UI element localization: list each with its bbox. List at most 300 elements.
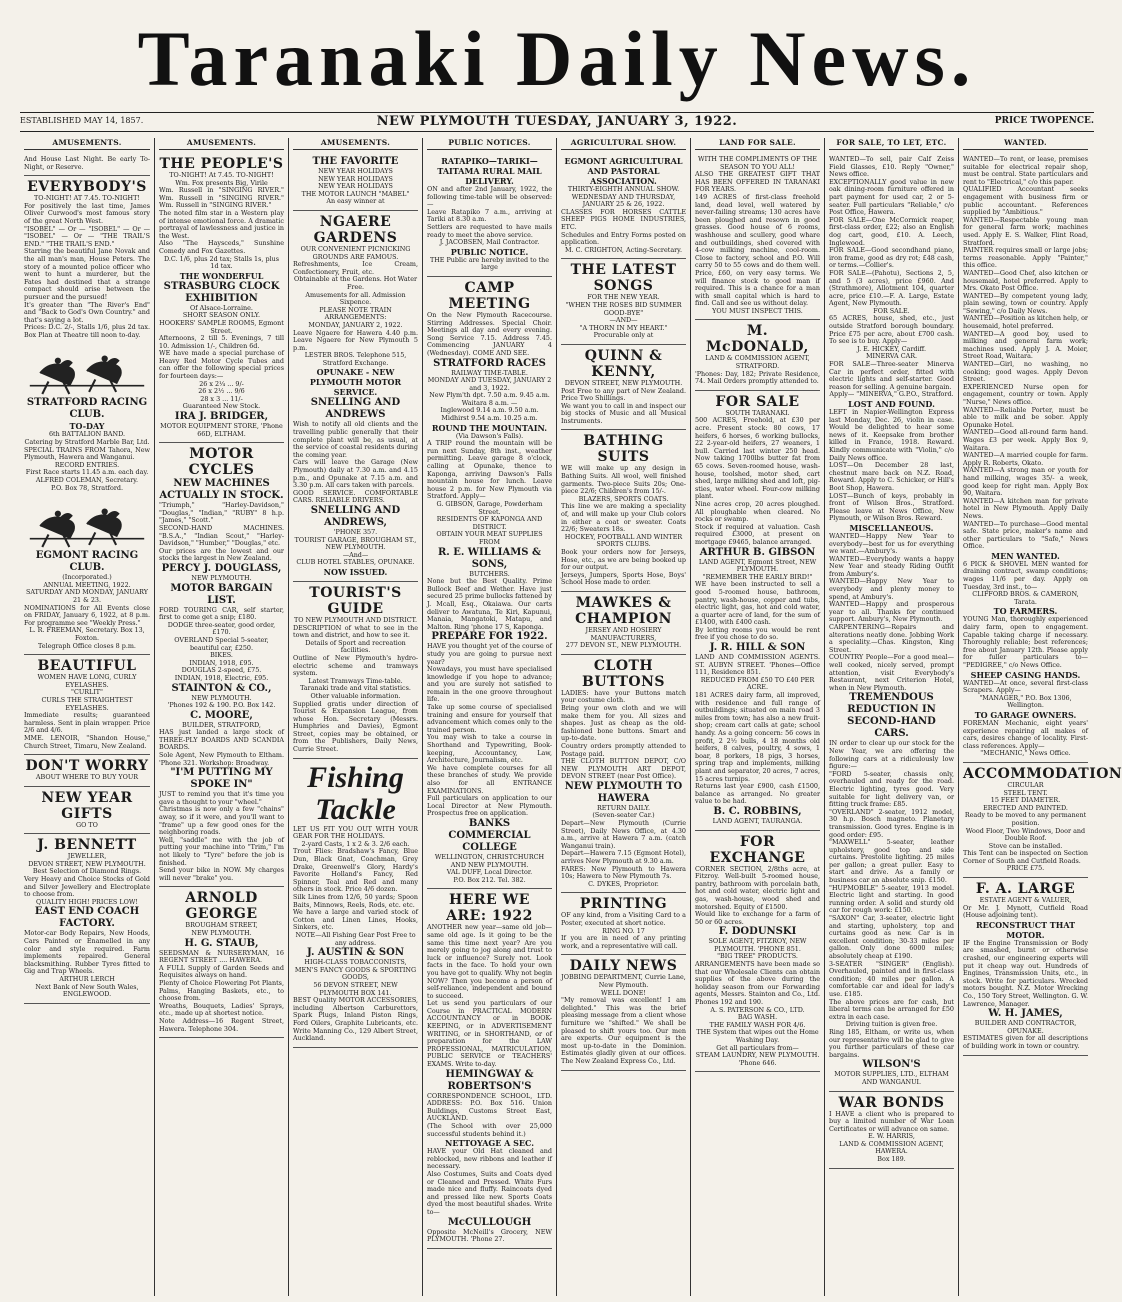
ad-text: P.O. Box 212. Tel. 382. xyxy=(453,875,526,884)
ad-text: We want you to call in and inspect our big stocks of Music and all Musical Instruments. xyxy=(561,401,686,425)
ad-text: CARPENTERING—Repairs and alterations neatly done. Jobbing Work a speciality.—Chas. Kingston, King Street. xyxy=(829,623,954,654)
ad-text: THE FAMILY WASH FOR 4/6. xyxy=(709,1020,806,1029)
ad-text: THE System that wipes out the Home Washing Day. xyxy=(696,1028,819,1044)
ad-text: WANTED—A married couple for farm. Apply R. Roberts, Okato. xyxy=(963,451,1088,467)
ad-text: 56 DEVON STREET, NEW PLYMOUTH BOX 141. xyxy=(313,980,398,997)
advertisement xyxy=(561,955,686,1070)
ad-text: ANOTHER new year—same old job—same old age. Is it going to be the same this time next year? Are you merely going to jog along and trust to luck or influence? Surely not. Look facts in the face. To hold your own you have got to qualify. Why not begin NOW? Then you become a person of self-reliance, independent and bound to succeed. xyxy=(427,923,552,1000)
ad-text: TO-NIGHT! AT 7.45. TO-NIGHT! xyxy=(34,194,140,203)
ad-text: FOREMAN Mechanic, eight years' experience repairing all makes of cars, desires change of locality. First-class references. Apply— xyxy=(963,718,1088,750)
ad-text: A. S. PATERSON & CO., LTD. xyxy=(710,1005,805,1014)
ad-text: Refreshments, Ice Cream, Confectionery, Fruit, etc. xyxy=(293,260,418,276)
ad-text: NEW PLYMOUTH. xyxy=(191,693,252,702)
advertisement xyxy=(561,592,686,655)
ad-text: Silk Lines from 12/6, 50 yards; Spoon Baits, Minnows, Reels, Rods, etc. etc. xyxy=(293,893,418,909)
ad-text: Leave Ngaere for Hawera 4.40 p.m. Leave Ngaere for New Plymouth 5 p.m. xyxy=(293,328,418,352)
ad-text: We have complete courses for all these branches of study. We provide also for all ENTRANCE EXAMINATIONS. xyxy=(427,763,552,795)
ad-text: The above prices are for cash, but liberal terms can be arranged for £50 extra in each case. xyxy=(829,997,954,1021)
ad-text: Wish to notify all old clients and the travelling public generally that their complete plant will be, as usual, at the service of coastal residents during the coming year. xyxy=(293,420,418,459)
ad-heading: HERE WE ARE: 1922 xyxy=(446,892,533,925)
ad-text: Waitara 8 a.m. — xyxy=(461,398,518,407)
ad-text: Taranaki trade and vital statistics. xyxy=(300,684,411,693)
ad-heading: ARTHUR B. GIBSON xyxy=(699,546,816,558)
column-7 xyxy=(824,138,958,1296)
ad-text: EXCEPTIONALLY good value in new oak dining-room furniture offered in part payment for used car, 2 or 5-seater. Full particulars "Reliable," c/o Post Office, Hawera. xyxy=(829,177,954,217)
ad-heading: SHEEP CASING HANDS. xyxy=(970,669,1081,680)
ad-text: Wood Floor, Two Windows, Door and Double Roof. xyxy=(965,826,1086,843)
ad-text: Nowadays, you must have specialised knowledge if you hope to advance; and you are surely not satisfied to remain in the one groove throughout life. xyxy=(427,665,552,704)
ad-text: 26 x 2½ ... 9/6 xyxy=(198,387,245,396)
ad-heading: IRA J. BRIDGER, xyxy=(174,411,269,423)
ad-text: 149 ACRES of first-class freehold land, dead level, well watered by never-failing streams; 130 acres have been ploughed and resown in good grasses. Good house of 6 rooms, washhouse and scullery, good whare and outbuildings, shed covered with 4-cow milking machine, cool-room. Close to factory, school and P.O. Will carry 50 to 55 cows and do them well. Price, £60, on very easy terms. We will finance stock to good man if required. This is a chance for a man with small capital which is hard to find. Call and see us without delay. xyxy=(695,192,820,308)
advertisement xyxy=(24,834,150,1004)
ad-text: TO NEW PLYMOUTH AND DISTRICT. xyxy=(293,615,417,624)
ad-text: LOST—Bunch of keys, probably in front of Wilson Bros., Stratford. Please leave at News Office, New Plymouth, or Wilson Bros. Reward. xyxy=(829,491,954,523)
display-heading: Fishing Tackle xyxy=(307,760,404,826)
ad-text: Procurable only at xyxy=(593,331,654,340)
ad-text: 6 PICK & SHOVEL MEN wanted for draining contract, swamp conditions; wages 11/6 per day. Apply on Tuesday, 3rd inst., to— xyxy=(963,559,1088,591)
ad-text: —And— xyxy=(342,550,369,559)
ad-heading: F. A. LARGE xyxy=(975,881,1076,898)
ad-text: (Seven-seater Car.) xyxy=(592,811,655,820)
ad-text: Plenty of Choice Flowering Pot Plants, Palms, Hanging Baskets, etc., to choose from. xyxy=(159,978,284,1003)
column-header: LAND FOR SALE. xyxy=(695,138,820,150)
ad-text: SATURDAY AND MONDAY, JANUARY 21 & 23. xyxy=(26,588,148,604)
ad-text: RESIDENTS OF KAPONGA AND DISTRICT. xyxy=(436,515,543,531)
ad-heading: QUINN & KENNY, xyxy=(584,347,663,380)
ad-text: Take up some course of specialised training and ensure for yourself that advancement which comes only to the trained person. xyxy=(427,703,552,734)
ad-text: (Incorporated.) xyxy=(62,573,112,582)
ad-heading: TREMENDOUS REDUCTION IN SECOND-HAND CARS. xyxy=(847,692,936,740)
ad-text: On the New Plymouth Racecourse. Stirring Addresses. Special Choir. Meetings all day and every evening. Song Service 7.15. Address 7.45. Commencing JANUARY 4 (Wednesday). COME AND SEE. xyxy=(427,310,552,357)
ad-text: TOURIST GARAGE, BROUGHAM ST., NEW PLYMOUTH. xyxy=(294,535,417,552)
ad-text: Cars will leave the Garage (New Plymouth) daily at 7.30 a.m. and 4.15 p.m., and Opunake at 7.15 a.m. and 3.30 p.m. All cars taken with parcels. xyxy=(293,458,418,490)
ad-text: P.O. Box 78, Stratford. xyxy=(50,483,124,492)
ad-text: An easy winner at xyxy=(326,197,385,206)
ad-text: 'Phones: Day, 182; Private Residence, 74. Mail Orders promptly attended to. xyxy=(695,369,820,386)
advertisement xyxy=(427,153,552,277)
column-header: FOR SALE, TO LET, ETC. xyxy=(829,138,954,150)
ad-text: Send your bike in NOW. My charges will never "brake" you. xyxy=(159,866,284,882)
ad-text: Let us send you particulars of our Course in PRACTICAL MODERN ACCOUNTANCY or in BOOK-KEEPING, or in ADVERTISEMENT WRITING, or in SHORTHAND, or of preparation for the LAW PROFESSIONAL, MATRICULATION, PUBLIC SERVICE or TEACHERS' EXAMS. Write to-day. xyxy=(427,999,552,1069)
ad-text: SECOND-HAND MACHINES. "B.S.A.," "Indian Scout," "Harley-Davidson," "Humber," "Douglas," etc. xyxy=(159,524,284,548)
ad-text: "My removal was excellent! I am delighted." This was the brief pleasing message from a client whose furniture we "shifted." We shall be pleased to shift yours too. Our men are experts. Our equipment is the most up-to-date in the Dominion. Estimates gladly given at our offices. The New Zealand Express Co., Ltd. xyxy=(561,996,686,1065)
ad-text: STEAM LAUNDRY, NEW PLYMOUTH. 'Phone 646. xyxy=(695,1051,820,1067)
ad-text: SEEDSMAN & NURSERYMAN, 16 REGENT STREET .... HAWERA. xyxy=(159,948,284,965)
ad-heading: MAWKES & CHAMPION xyxy=(575,594,672,627)
ad-text: FORD TOURING CAR, self starter, first to come get a snip; £180. xyxy=(159,605,284,622)
ad-text: Details of Sport and recreation facilities. xyxy=(305,638,406,655)
ad-text: "A THORN IN MY HEART." xyxy=(579,323,668,332)
ad-text: MEN'S FANCY GOODS & SPORTING GOODS, xyxy=(294,965,417,982)
ad-text: MONDAY AND TUESDAY, JANUARY 2 and 3, 1922. xyxy=(427,376,552,392)
ad-heading: C. MOORE, xyxy=(190,709,253,721)
ad-text: HAVE you thought yet of the course of study you are going to pursue next year? xyxy=(427,642,552,666)
advertisement xyxy=(561,153,686,259)
ad-text: Trout Flies: Bradshaw's Fancy, Blue Dun, Black Gnat, Coachman, Grey Drake, Greenwell's Glory, Hardy's Favorite Holland's Fancy, Red Spinner, Teal and Red and many others in stock. Price 4/6 dozen. xyxy=(293,847,418,894)
ad-heading: STRATFORD RACES xyxy=(433,357,546,369)
ad-text: By letting rooms you would be rent free if you chose to do so. xyxy=(695,625,820,642)
ad-text: ARTHUR LERCH xyxy=(59,975,115,983)
ad-text: 65 ACRES, house, shed, etc., just outside Stratford borough boundary. Price £75 per acre, about £700 cash. To see is to buy. Apply— xyxy=(829,314,954,346)
ad-text: QUALIFIED Accountant seeks engagement with business firm or public accountant. References supplied by "Ambitious." xyxy=(963,185,1088,217)
ad-text: Post Free to any part of New Zealand. Price Two Shillings. xyxy=(561,386,686,403)
ad-text: Supplied gratis under direction of Tourist & Expansion League, from whose Hon. Secretary (Messrs. Humphries and Davies), Egmont Street, copies may be obtained, or from the Publishers, Daily News, Currie Street. xyxy=(293,699,418,754)
ad-text: "OVERLAND" 2-seater, 1912 model, 30 h.p. Bosch magneto. Planetary transmission. Good tyres. Engine is in good order: £95. xyxy=(829,807,954,839)
ad-heading: J. AUSTIN & SON xyxy=(307,947,404,959)
ad-text: First Race starts 11.45 a.m. each day. xyxy=(25,468,149,477)
advertisement xyxy=(293,211,418,582)
ad-heading: FOR EXCHANGE xyxy=(709,833,806,866)
ad-text: JEWELLER, xyxy=(67,852,107,861)
ad-text: This Tent can be inspected on Section Corner of South and Cutfield Roads. xyxy=(963,849,1088,865)
ad-text: HOOKERS' SAMPLE ROOMS, Egmont Street. xyxy=(159,318,284,335)
ad-text: WE have been instructed to sell a good 5-roomed house, bathroom, pantry, wash-house, copper and tubs, electric light, gas, hot and cold water, a quarter acre of land, for the sum of £1400, with £400 cash. xyxy=(695,580,820,627)
ad-text: NEW YEAR HOLIDAYS xyxy=(318,174,393,183)
ad-text: WANTED—A strong man or youth for hand milking, wages 35/- a week, good keep for right man. Apply Box 90, Waitara. xyxy=(963,466,1088,498)
ad-text: L. R. FREEMAN, Secretary. Box 13, Foxton. xyxy=(29,626,145,642)
ad-heading: EAST END COACH FACTORY. xyxy=(34,906,140,930)
advertisement xyxy=(829,1092,954,1169)
ad-text: Immediate results; guaranteed harmless. Sent in plain wrapper. Price 2/6 and 4/6. xyxy=(24,711,150,735)
ad-heading: DON'T WORRY xyxy=(25,758,149,775)
ad-text: FOR THE NEW YEAR. xyxy=(587,293,660,302)
ad-text: LESTER BROS. Telephone 515, Stratford Exchange. xyxy=(304,351,407,367)
ad-text: EXPERIENCED Nurse open for engagement, country or town. Apply "Nurse," News office. xyxy=(963,382,1088,406)
ad-heading: MOTOR BARGAIN LIST. xyxy=(170,582,273,606)
ad-text: WANTED—Happy New Year to everybody and plenty money to spend, at Ambury's. xyxy=(829,577,954,601)
ad-text: "CURLIT" xyxy=(71,688,103,697)
ad-text: WANTED—A good boy, used to milking and general farm work; machines used. Apply J. A. Moier, Street Road, Waitara. xyxy=(963,329,1088,361)
ad-text: CLIFFORD BROS. & CAMERON, Tarata. xyxy=(972,590,1079,606)
ad-text: COUNTRY People—For a good meal—well cooked, nicely served, prompt attention, visit Everybody's Restaurant, next Criterion Hotel, when in New Plymouth. xyxy=(829,653,954,692)
ad-text: Starring the beautiful Jane Novak and the all man's man, House Peters. The story of a mounted police officer who went to hunt a murderer, but the Fates had destined that a strange compact should arise between the pursuer and the pursued! xyxy=(24,247,150,301)
ad-text: BEST Quality MOTOR ACCESSORIES, including Albertson Carburettors, Spark Plugs, Inland Piston Rings, Ford Oilers, Graphite Lubricants, etc. Write Manning Co., 129 Albert Street, Auckland. xyxy=(293,996,418,1043)
ad-text: "REMEMBER THE EARLY BIRD!" xyxy=(702,572,813,581)
ad-heading: SNELLING AND ANDREWS xyxy=(310,397,401,421)
ad-text: C. DYKES, Proprietor. xyxy=(588,879,659,888)
ad-text: RAILWAY TIME-TABLE. xyxy=(451,368,528,377)
ad-text: 6th BATTALION BAND. xyxy=(48,430,126,439)
advertisement xyxy=(695,320,820,390)
ad-heading: EVERYBODY'S xyxy=(27,179,147,196)
ad-text: WANTED—To sell, pair Calf Zeiss Field Glasses, £10. Reply "Owner," News office. xyxy=(829,155,954,179)
ad-heading: THE WONDERFUL xyxy=(179,270,264,281)
advertisement xyxy=(24,655,150,755)
column-header: PUBLIC NOTICES. xyxy=(427,138,552,150)
ad-text: Christmas is now only a few "chains" away, so if it were, and you'll want to "frame" up a few good ones for the neighboring roads. xyxy=(159,805,284,837)
ad-text: ALFRED COLEMAN, Secretary. xyxy=(35,476,139,485)
ad-text: FOR SALE—Three-seater Minerva Car in perfect order, fitted with electric lights and self-starter. Good reason for selling. A genuine bargain. xyxy=(829,360,954,391)
ad-heading: NEW MACHINES ACTUALLY IN STOCK. xyxy=(159,478,284,502)
advertisement xyxy=(159,887,284,1038)
ad-text: For positively the last time, James Oliver Curwood's most famous story of the great North West. xyxy=(24,201,150,225)
ad-text: Well, "saddle" me with the job of putting your machine into "Trim," I'm not likely to "Tyre" before the job is finished. xyxy=(159,835,284,867)
ad-heading: THE FAVORITE xyxy=(312,156,399,167)
ad-text: CLUB HOTEL STABLES, OPUNAKE. xyxy=(296,558,415,567)
ad-text: RETURN DAILY. xyxy=(596,803,651,812)
ad-text: "Triumph," "Harley-Davidson," "Douglas," "Indian," "RUBY" 8 h.p. "James," "Scott." xyxy=(159,501,284,525)
ad-text: I HAVE a client who is prepared to buy a limited number of War Loan Certificates or will advance on same. xyxy=(829,1109,954,1133)
ad-text: CURLS THE STRAIGHTEST EYELASHES. xyxy=(41,695,133,712)
ad-text: OF any kind, from a Visiting Card to a Poster, executed at short notice. xyxy=(561,911,686,927)
ad-heading: McCULLOUGH xyxy=(447,1216,532,1228)
ad-text: ERECTED AND PAINTED. xyxy=(983,803,1068,812)
ad-heading: STRATFORD RACING CLUB. xyxy=(26,397,148,421)
column-header: AMUSEMENTS. xyxy=(24,138,150,150)
ad-heading: LOST AND FOUND. xyxy=(848,399,935,409)
ad-heading: RECONSTRUCT THAT MOTOR. xyxy=(975,919,1076,940)
ad-text: Apply— "MINERVA," G.P.O., Stratford. xyxy=(829,390,954,399)
ad-text: LAND AGENT, Egmont Street, NEW PLYMOUTH. xyxy=(698,557,817,574)
column-header: AMUSEMENTS. xyxy=(293,138,418,150)
advertisement xyxy=(293,582,418,759)
ad-text: NOMINATIONS for All Events close on FRIDAY, January 6, 1922, at 8 p.m. For programme see "Weekly Press." xyxy=(24,603,150,627)
ad-heading: EGMONT RACING CLUB. xyxy=(35,550,139,574)
ad-text: Motor-car Body Repairs, New Hoods, Cars Painted or Enamelled in any color and style required. Farm implements repaired. General blacksmithing. Rubber Tyres fitted to Gig and Trap Wheels. xyxy=(24,929,150,976)
ad-text: YOU MUST INSPECT THIS. xyxy=(712,306,803,315)
ad-heading: NETTOYAGE A SEC. xyxy=(445,1138,534,1149)
ad-text: 26 x 2¼ ... 9/- xyxy=(199,379,244,388)
advertisement xyxy=(963,153,1088,763)
ad-text: BUTCHERS. xyxy=(469,569,510,578)
ad-text: LOST—On December 28 last, chestnut mare back on N.Z. Road, Reward. Apply to C. Schicker, or Hill's Boot Shop, Hawera. xyxy=(829,461,954,492)
ad-text: WE have made a special purchase of Heavy Red Motor Cycle Tubes and can offer the following special prices for fourteen days:— xyxy=(159,349,284,381)
ad-text: NEW YEAR HOLIDAYS xyxy=(318,167,393,175)
ad-text: "BIG TREE" PRODUCTS. xyxy=(717,952,798,961)
ad-text: Bring your own cloth and we will make them for you. All sizes and shapes. Just as cheap as the old-fashioned bone buttons. Smart and up-to-date. xyxy=(561,703,686,743)
ad-heading: J. R. HILL & SON xyxy=(709,642,806,654)
ad-text: JERSEY AND HOSIERY MANUFACTURERS, xyxy=(585,625,662,642)
ad-text: WANTED—Position as kitchen help, or housemaid, hotel preferred. xyxy=(963,314,1088,331)
ad-text: BROUGHAM STREET, xyxy=(185,921,258,930)
ad-text: MINERVA CAR. xyxy=(865,352,918,361)
newspaper-title: Taranaki Daily News. xyxy=(137,15,977,102)
ad-text: THE MOTOR LAUNCH "MABEL" xyxy=(301,189,410,198)
ad-text: G. GIBSON, Garage, Powderham Street. xyxy=(436,500,543,516)
ad-text: WANTED—By competent young lady, plain sewing, town or country. Apply "Sewing," c/o Daily News. xyxy=(963,291,1088,315)
ad-heading: DAILY NEWS xyxy=(569,958,678,975)
ad-text: NOTE—All Fishing Gear Post Free to any address. xyxy=(295,930,416,947)
ad-heading: ARNOLD GEORGE xyxy=(185,890,258,923)
column-8 xyxy=(958,138,1122,1296)
ad-heading: BEAUTIFUL xyxy=(37,658,137,675)
advertisement xyxy=(829,153,954,1092)
ad-text: 28 x 3 ... 11/- xyxy=(200,394,243,403)
ad-text: PRICE £75. xyxy=(1006,864,1045,873)
ad-text: 500 ACRES, Freehold, at £30 per acre. Present stock: 80 cows, 17 heifers, 6 horses, 6 working bullocks, 22 2-year-old heifers, 27 weaners, 1 bull. Carried last winter 250 head. Now taking 1700lbs butter fat from 65 cows. Seven-roomed house, wash-house, toolshed, motor shed, cart shed, large milking shed and loft, pig-sties, water wheel. Four-cow milking plant. xyxy=(695,416,820,501)
ad-heading: SNELLING AND ANDREWS, xyxy=(310,505,401,528)
advertisement xyxy=(695,391,820,831)
advertisement xyxy=(427,889,552,1248)
ad-text: JOBBING DEPARTMENT, Currie Lane, New Plymouth. xyxy=(561,973,686,989)
ad-heading: BANKS COMMERCIAL COLLEGE xyxy=(448,817,531,853)
ad-text: LEFT in Napier-Wellington Express last Monday, Dec. 26, violin in case. Would be delighted to hear some news of it. Keepsake from brother killed in France, 1918. Reward. Kindly communicate with "Violin," c/o Daily News office. xyxy=(829,408,954,462)
ad-text: "MECHANIC," News Office. xyxy=(980,749,1071,758)
ad-text: HIGH-CLASS TOBACCONISTS, xyxy=(304,958,407,967)
ad-text: If you are in need of any printing work, and a representative will call. xyxy=(561,934,686,950)
ad-text: PLEASE NOTE TRAIN ARRANGEMENTS: xyxy=(319,305,392,322)
ad-text: Stock if required at valuation. Cash required £3000, at present on mortgage £9465, balance arranged. xyxy=(695,522,820,546)
ad-text: CIRCULAR xyxy=(1007,780,1044,789)
ad-text: FOR SALE—Good secondhand piano, iron frame, good as dry rot; £48 cash, or terms.—Collier's. xyxy=(829,246,954,270)
advertisement xyxy=(24,153,150,176)
ad-heading: EGMONT AGRICULTURAL AND PASTORAL ASSOCIATION. xyxy=(564,156,683,186)
ad-heading: PRINTING xyxy=(579,896,668,913)
advertisement xyxy=(963,763,1122,878)
advertisement xyxy=(293,759,418,1048)
ad-text: CORRESPONDENCE SCHOOL, LTD. ADDRESS: P.O. Box 516. Union Buildings, Customs Street East, AUCKLAND. xyxy=(427,1091,552,1123)
ad-text: Latest Tramways Time-table. xyxy=(308,676,403,685)
advertisement xyxy=(561,893,686,955)
ad-text: WANTED—To purchase—Good mental safe. State price, maker's name and other particulars to "Safe," News Office. xyxy=(963,519,1088,551)
column-3 xyxy=(288,138,422,1296)
ad-text: A TRIP round the mountain will be run next Sunday, 8th inst., weather permitting. Leave garage 8 o'clock, calling at Opunake, thence to Kaponga, arriving Dawson's Falls mountain house for lunch. Leave house 2 p.m. for New Plymouth via Stratford. Apply— xyxy=(427,439,552,501)
ad-text: Outline of New Plymouth's hydro-electric scheme and tramways system. xyxy=(293,653,418,678)
ad-text: "SAXON" Car, 3-seater, electric light and starting, upholstery, top and curtains good as new. Car is in excellent condition; 30-33 miles per gallon. Only done 6000 miles; absolutely cheap at £190. xyxy=(829,914,954,960)
ad-text: ON and after 2nd January, 1922, the following time-table will be observed:— xyxy=(427,185,552,209)
ad-text: Wm. Russell in "SINGING RIVER." Wm. Russell in "SINGING RIVER." Wm. Russell in "SINGING RIVER." xyxy=(159,186,284,210)
ad-text: J. JACOBSEN, Mail Contractor. xyxy=(439,238,540,247)
ad-heading: RATAPIKO—TARIKI—TAITAMA RURAL MAIL DELIVERY. xyxy=(437,156,542,186)
ad-text: Of Alsace-Lorraine. xyxy=(190,303,253,312)
ad-heading: M. McDONALD, xyxy=(706,323,809,356)
advertisement xyxy=(293,153,418,211)
ad-text: BUILDER, STRATFORD, xyxy=(182,720,261,729)
ad-text: GO TO xyxy=(76,820,98,829)
ad-text: WANTED—Happy and prosperous year to all. Thanks for continued support. Ambury's, New Plymouth. xyxy=(829,600,954,624)
ad-text: WANTED—Girl, no washing, no cooking; good wages. Apply Devon Street. xyxy=(963,360,1088,384)
ad-text: WANTED—To rent, or lease, premises suitable for electrical repair shop, must be central. State particulars and rent to "Electrical," c/o this paper. xyxy=(963,155,1088,186)
ad-heading: PERCY J. DOUGLASS, xyxy=(161,562,282,574)
ad-text: 15 FEET DIAMETER. xyxy=(990,796,1061,805)
ad-text: 181 ACRES dairy farm, all improved, with residence and full range of outbuildings; situated on main road 3 miles from town; has also a new fruit-shop; cream cart calls at gate; school handy. As a going concern: 56 cows in profit, 2 2½ bulls, 4 18 months old heifers, 8 calves, poultry, 4 sows, 1 boar, 8 porkers, 18 pigs, 3 horses, spring trap and implements, milking plant and separator, 20 acres, 7 acres, 15 acres turnips. xyxy=(695,691,820,783)
ad-text: WOMEN HAVE LONG, CURLY EYELASHES. xyxy=(37,673,137,689)
ad-heading: R. E. WILLIAMS & SONS, xyxy=(437,546,542,570)
advertisement xyxy=(963,878,1088,1056)
column-4 xyxy=(422,138,556,1296)
ad-text: Midhirst 9.54 a.m. 10.25 a.m. xyxy=(441,414,538,423)
column-5 xyxy=(556,138,690,1296)
ad-text: ARRANGEMENTS have been made so that our Wholesale Clients can obtain supplies of the above during the holiday season from our Forwarding agents, Messrs. Stainton and Co., Ltd. Phones 192 and 190. xyxy=(695,960,820,1007)
ad-text: SOUTH TARANAKI. xyxy=(725,408,790,417)
ad-text: It's greater than "The River's End" and "Back to God's Own Country." and that's saying a lot. xyxy=(24,300,150,324)
ad-text: "FORD 5-seater, chassis only, overhauled and ready for the road. Electric lighting, tyres good. Very suitable for light delivery van, or fitting truck frame: £85. xyxy=(829,769,954,809)
ad-text: J. E. HICKEY, Cardiff. xyxy=(857,344,926,353)
ad-text: BIKES. xyxy=(210,651,233,660)
ad-text: Sole Agent, New Plymouth to Eltham. 'Phone 321. Workshop: Broadway. xyxy=(159,751,284,767)
ad-text: RING NO. 17 xyxy=(602,926,645,935)
ad-heading: MEN WANTED. xyxy=(991,550,1060,561)
ad-text: This line we are making a speciality of, and will make up your Club colors in either a coat or sweater. Coats 22/6; Sweaters 18s. xyxy=(561,502,686,534)
ad-text: FOR SALE—One McCormick reaper, first-class order, £22; also an English dog cart, good, £10. A. Leech, Inglewood. xyxy=(829,215,954,247)
ad-text: NEW PLYMOUTH. xyxy=(191,573,252,582)
ad-text: Other valuable information. xyxy=(310,691,401,700)
ad-text: NEW PLYMOUTH. xyxy=(191,928,252,937)
ad-text: CORNER SECTION, 2/8ths acre, at Fitzroy. Well-built 5-roomed house, pantry, bathroom with porcelain bath, hot and cold water, electric light and gas, wash-house, wood shed and motorshed. Equity of £1500. xyxy=(695,864,820,911)
ad-text: IN order to clear up our stock for the New Year, we are offering the following cars at a ridiculously low figure:— xyxy=(829,739,954,771)
ad-text: 2-yard Casts, 1 x 2 & 3. 2/6 each. xyxy=(301,839,410,848)
ad-text: MME. LENOIR, "Shandon House," Church Street, Timaru, New Zealand. xyxy=(24,733,150,750)
ad-text: FOR SALE. xyxy=(873,306,910,315)
ad-text: MOTOR EQUIPMENT STORE, 'Phone 66D, ELTHAM. xyxy=(160,422,283,438)
page-columns xyxy=(20,138,1122,1296)
ad-text: YOUNG Man, thoroughly experienced dairy farm, open to engagement. Capable taking charge if necessary. Thoroughly reliable; best references; free about January 12th. Please apply for fuller particulars to— "PEDIGREE," c/o News Office. xyxy=(963,615,1088,669)
ad-text: WANTED—Happy New Year to everybody—best for us for everything we want.—Ambury's. xyxy=(829,531,954,556)
ad-text: 3-SEATER "SINGER" (English). Overhauled, painted and in first-class condition; 40 miles per gallon. A comfortable car and ideal for lady's use. £185. xyxy=(829,959,954,998)
ad-text: ESTATE AGENT & VALUER, xyxy=(979,896,1072,905)
ad-text: Country orders promptly attended to Postage paid. xyxy=(561,741,686,758)
racing-horses-illustration-icon xyxy=(24,342,150,394)
ad-text: VAL DUFF, Local Director. xyxy=(446,868,533,877)
column-6 xyxy=(690,138,824,1296)
ad-text: Driving tuition is given free. xyxy=(845,1020,938,1029)
ad-text: WEDNESDAY AND THURSDAY, JANUARY 25 & 26, 1922. xyxy=(571,192,676,209)
ad-heading: FOR SALE xyxy=(715,393,800,410)
ad-text: LAND & COMMISSION AGENT, HAWERA. xyxy=(839,1139,944,1156)
ad-text: LAND AGENT, TAURANGA. xyxy=(712,816,803,825)
ad-text: DESCRIPTION of what to see in the town and district, and how to see it. xyxy=(293,623,418,640)
ad-text: DEVON STREET, NEW PLYMOUTH. xyxy=(564,378,683,387)
ad-text: Very Heavy and Choice Stocks of Gold and Silver Jewellery and Electroplate to choose from. xyxy=(24,875,150,899)
ad-text: DOUGLAS 2-speed, £75. xyxy=(181,666,262,675)
ad-text: NEW YEAR HOLIDAYS xyxy=(318,182,393,191)
ad-text: INDIAN, 1918, £95. xyxy=(189,658,254,667)
ad-text: 'Phones 192 & 190. P.O. Box 142. xyxy=(167,701,276,710)
ad-text: 277 DEVON ST., NEW PLYMOUTH. xyxy=(565,641,682,650)
ad-text: ESTIMATES given for all descriptions of building work in town or country. xyxy=(963,1034,1088,1050)
ad-text: New Plym'th dpt. 7.50 a.m. 9.45 a.m. xyxy=(429,391,550,400)
ad-text: Nine acres crop, 20 acres ploughed. All ploughable when cleared. No rocks or swamp. xyxy=(695,499,820,524)
ad-heading: WILSON'S xyxy=(862,1059,921,1071)
column-1 xyxy=(20,138,154,1296)
ad-text: FARES: New Plymouth to Hawera 10s; Hawera to New Plymouth 7s. xyxy=(561,864,686,881)
ad-heading: HEMINGWAY & ROBERTSON'S xyxy=(445,1068,534,1092)
ad-heading: B. C. ROBBINS, xyxy=(713,805,802,817)
ad-text: RECORD ENTRIES. xyxy=(54,460,120,469)
ad-text: LADIES: have your Buttons match your costume cloth. xyxy=(561,688,686,705)
ad-text: Inglewood 9.14 a.m. 9.50 a.m. xyxy=(440,406,539,415)
ad-text: CLASSES FOR HORSES CATTLE SHEEP PIGS HOME INDUSTRIES, ETC. xyxy=(561,207,686,231)
ad-text: WANTED—Good Chef, also kitchen or housemaid, hotel preferred. Apply to Mrs. Okato Post Office. xyxy=(963,268,1088,293)
ad-text: Depart—New Plymouth (Currie Street), Daily News Office, at 4.30 a.m., arrive at Hawera 7 a.m. (catch Wanganui train). xyxy=(561,819,686,850)
ad-text: "MAXWELL" 5-seater, leather upholstery, good top and side curtains. Prestolite lighting. 25 miles per gallon; a great puller. Easy to start and drive. As a family or business car an absolute snip. £150. xyxy=(829,838,954,885)
ad-text: LET US FIT YOU OUT WITH YOUR GEAR FOR THE HOLIDAYS. xyxy=(293,824,418,841)
column-header: WANTED. xyxy=(963,138,1088,150)
ad-text: ANNUAL MEETING, 1922. xyxy=(43,580,131,589)
ad-text: Depart—Hawera 7.15 (Egmont Hotel), arrives New Plymouth at 9.30 a.m. xyxy=(561,849,686,866)
ad-text: —AND— xyxy=(609,316,638,325)
column-header: AMUSEMENTS. xyxy=(159,138,284,150)
masthead xyxy=(0,0,1114,112)
ad-heading: F. DODUNSKI xyxy=(718,926,797,938)
issue-price: PRICE TWOPENCE. xyxy=(994,116,1094,126)
ad-text: Also Costumes, Suits and Coats dyed or Cleaned and Pressed. White Furs made nice and fluffy. Raincoats dyed and pressed like new. Sports Coats dyed the most beautiful shades. Write to— xyxy=(427,1169,552,1216)
ad-text: Jerseys, Jumpers, Sports Hose, Boys' School Hose made to order. xyxy=(561,570,686,587)
ad-text: Prices: D.C. 2/-, Stalls 1/6, plus 2d tax. Box Plan at Theatre till noon to-day. xyxy=(24,323,150,339)
ad-text: WANTED—Everybody wants a happy New Year and steady Riding Outfit from Ambury's. xyxy=(829,554,954,578)
ad-text: LAND & COMMISSION AGENT, STRATFORD. xyxy=(705,354,810,371)
ad-text: IF the Engine Transmission or Body are smashed, burnt or otherwise crashed, our engineering experts will put it cheap way out. Hundreds of Engines, Transmission Units, etc., in stock. Write for particulars. Wrecked motors bought. N.Z. Motor Wrecking Co., 150 Tory Street, Wellington. G. W. Lawrence, Manager. xyxy=(963,938,1088,1008)
ad-text: Also "The Haysceds," Sunshine Comedy and Fox Gazettes. xyxy=(159,239,284,255)
ad-text: Catering by Stratford Marble Bar, Ltd. xyxy=(24,438,150,447)
ad-text: BUILDER AND CONTRACTOR, OPUNAKE. xyxy=(974,1019,1077,1035)
ad-text: THE CLOTH BUTTON DEPOT, C/O NEW PLYMOUTH ART DEPOT, DEVON STREET (near Post Office). xyxy=(561,757,686,781)
ad-text: WANTED—At once, several first-class Scrapers. Apply— xyxy=(963,678,1088,695)
ad-text: Next Bank of New South Wales, ENGLEWOOD. xyxy=(35,982,139,999)
column-header: AGRICULTURAL SHOW. xyxy=(561,138,686,150)
ad-text: SOLE AGENT, FITZROY, NEW PLYMOUTH. 'PHONE 851. xyxy=(708,937,807,953)
